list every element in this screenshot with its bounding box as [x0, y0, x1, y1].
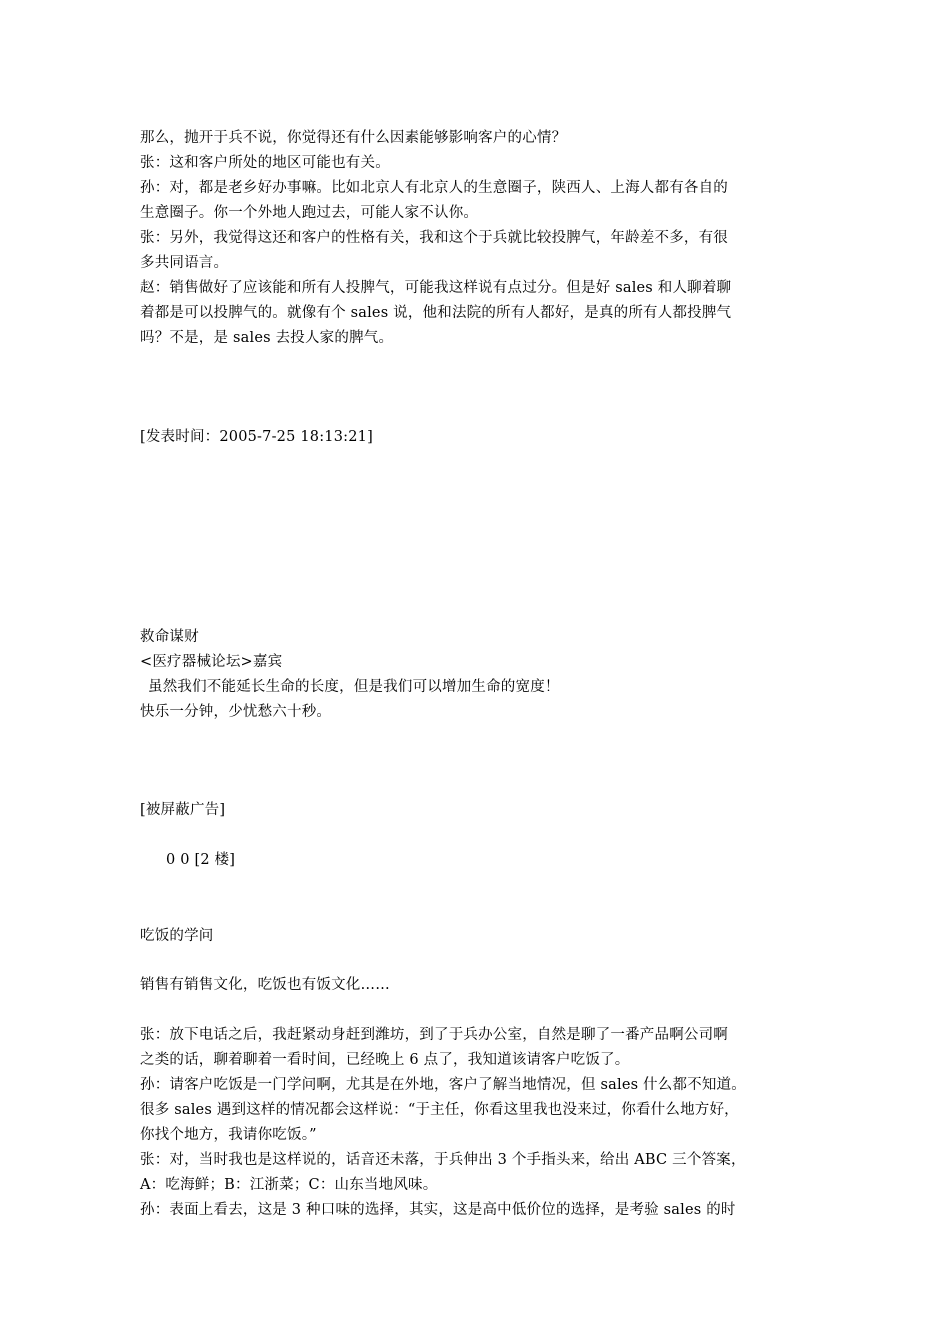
text-line: 很多 sales 遇到这样的情况都会这样说：“于主任，你看这里我也没来过，你看什么地方好， [140, 1102, 739, 1118]
text-line: 之类的话，聊着聊着一看时间，已经晚上 6 点了，我知道该请客户吃饭了。 [140, 1052, 630, 1068]
text-line: 孙：请客户吃饭是一门学问啊，尤其是在外地，客户了解当地情况，但 sales 什么都不知道。 [140, 1077, 746, 1093]
text-line: 张：这和客户所处的地区可能也有关。 [140, 155, 390, 171]
text-line: A：吃海鲜；B：江浙菜；C：山东当地风味。 [140, 1177, 438, 1193]
text-line: 张：放下电话之后，我赶紧动身赶到潍坊，到了于兵办公室，自然是聊了一番产品啊公司啊 [140, 1027, 728, 1043]
text-line: 孙：表面上看去，这是 3 种口味的选择，其实，这是高中低价位的选择，是考验 sales 的时 [140, 1202, 736, 1218]
text-line: 那么，抛开于兵不说，你觉得还有什么因素能够影响客户的心情？ [140, 130, 567, 146]
floor-indicator: 0 0 [2 楼] [166, 852, 236, 868]
text-line: 吗？不是，是 sales 去投人家的脾气。 [140, 330, 394, 346]
section-title: 吃饭的学问 [140, 928, 214, 944]
text-line: 张：另外，我觉得这还和客户的性格有关，我和这个于兵就比较投脾气，年龄差不多，有很 [140, 230, 728, 246]
text-line: 赵：销售做好了应该能和所有人投脾气，可能我这样说有点过分。但是好 sales 和人聊着聊 [140, 280, 732, 296]
signature-name: 救命谋财 [140, 629, 199, 645]
text-line: 你找个地方，我请你吃饭。” [140, 1127, 317, 1143]
signature-quote: 虽然我们不能延长生命的长度，但是我们可以增加生命的宽度！ [148, 679, 560, 695]
blocked-ad-notice: [被屏蔽广告] [140, 802, 226, 818]
text-line: 多共同语言。 [140, 255, 229, 271]
text-line: 着都是可以投脾气的。就像有个 sales 说，他和法院的所有人都好，是真的所有人都投脾气 [140, 305, 732, 321]
signature-title: <医疗器械论坛>嘉宾 [140, 654, 283, 670]
text-line: 生意圈子。你一个外地人跑过去，可能人家不认你。 [140, 205, 479, 221]
signature-quote: 快乐一分钟，少忧愁六十秒。 [140, 704, 332, 720]
text-line: 孙：对，都是老乡好办事嘛。比如北京人有北京人的生意圈子，陕西人、上海人都有各自的 [140, 180, 728, 196]
post-timestamp: [发表时间：2005-7-25 18:13:21] [140, 429, 373, 445]
text-line: 张：对，当时我也是这样说的，话音还未落，于兵伸出 3 个手指头来，给出 ABC 三个答案， [140, 1152, 746, 1168]
section-intro: 销售有销售文化，吃饭也有饭文化…… [140, 977, 390, 993]
